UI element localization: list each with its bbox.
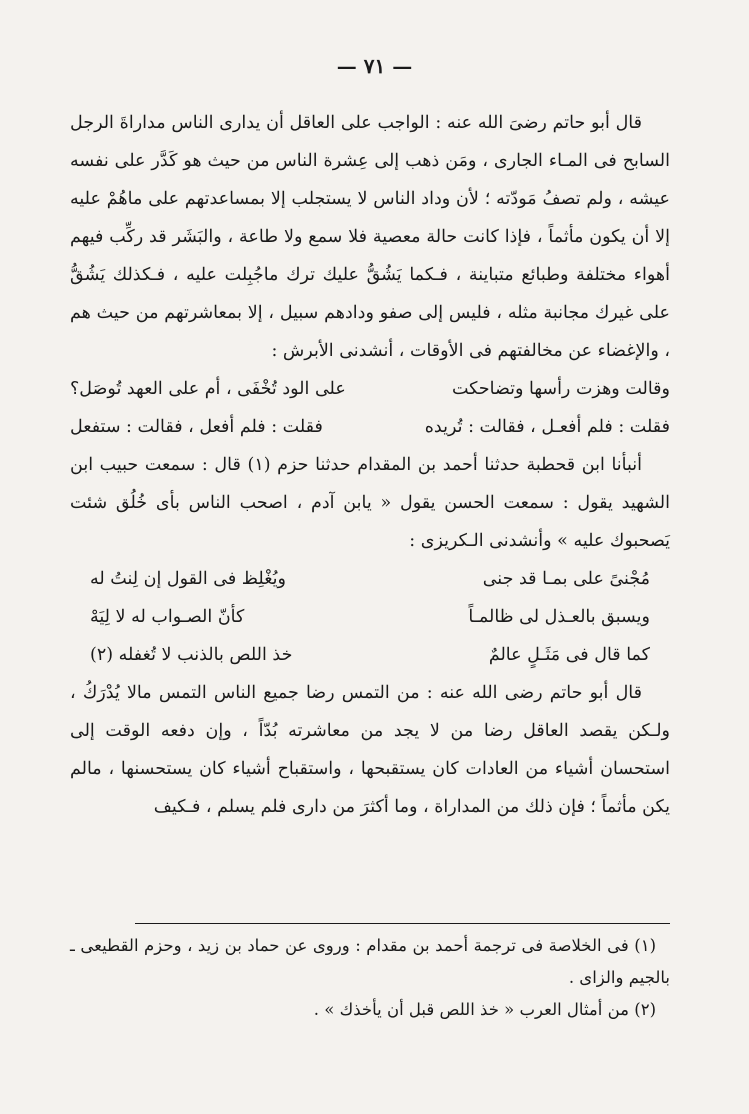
verse-hemistich-right: مُجْنىً على بمـا قد جنى — [482, 569, 650, 589]
verse-hemistich-left: فقلت : فلم أفعل ، فقالت : ستفعل — [70, 417, 323, 437]
verse-hemistich-right: وقالت وهزت رأسها وتضاحكت — [451, 379, 670, 399]
verse-hemistich-left: خذ اللص بالذنب لا تُغفله (٢) — [90, 645, 293, 665]
footnote-divider — [135, 923, 670, 924]
verse-line-1 — [70, 370, 670, 408]
page-number: — ٧١ — — [336, 54, 413, 78]
verse-line-5 — [70, 636, 670, 674]
paragraph-1: قال أبو حاتم رضىَ الله عنه : الواجب على العاقل أن يدارى الناس مداراةَ الرجل السابح فى المـاء الجارى ، ومَن ذهب إلى عِشرة الناس من حيث هو كَدَّر على نفسه عيشه ، ولم تصفُ مَودّته ؛ لأن وداد الناس لا يستجلب إلا بمساعدتهم على ماهُمْ عليه إلا أن يكون مأثماً ، فإذا كانت حالة معصية فلا سمع ولا طاعة ، والبَشَر قد ركِّب فيهم أهواء مختلفة وطبائع متباينة ، فـكما يَشُقُّ عليك ترك ماجُبِلت عليه ، فـكذلك يَشُقُّ على غيرك مجانبة مثله ، فليس إلى صفو ودادهم سبيل ، إلا بمعاشرتهم من حيث هم ، والإغضاء عن مخالفتهم فى الأوقات ، أنشدنى الأبرش : — [70, 113, 670, 361]
footnotes — [70, 930, 670, 1026]
paragraph-2: أنبأنا ابن قحطبة حدثنا أحمد بن المقدام حدثنا حزم (١) قال : سمعت حبيب ابن الشهيد يقول : سمعت الحسن يقول « يابن آدم ، اصحب الناس بأى خُلُق شئت يَصحبوك عليه » وأنشدنى الـكريزى : — [70, 455, 670, 551]
verse-line-2 — [70, 408, 670, 446]
main-text — [70, 104, 670, 826]
paragraph-3: قال أبو حاتم رضى الله عنه : من التمس رضا جميع الناس التمس مالا يُدْرَكُ ، ولـكن يقصد العاقل رضا من لا يجد من معاشرته بُدّاً ، وإن دفعه الوقت إلى استحسان أشياء من العادات كان يستقبحها ، واستقباح أشياء كان يستحسنها ، مالم يكن مأثماً ؛ فإن ذلك من المداراة ، وما أكثرَ من دارى فلم يسلم ، فـكيف — [70, 683, 670, 817]
footnote-1: (١) فى الخلاصة فى ترجمة أحمد بن مقدام : وروى عن حماد بن زيد ، وحزم القطيعى ـ بالجيم والزاى . — [70, 936, 670, 987]
footnote-2: (٢) من أمثال العرب « خذ اللص قبل أن يأخذك » . — [313, 1000, 656, 1019]
verse-hemistich-left: ويُغْلِظ فى القول إن لِنتُ له — [90, 569, 286, 589]
verse-hemistich-left: على الود تُخْفَى ، أم على العهد تُوصَل؟ — [70, 379, 346, 399]
verse-hemistich-right: فقلت : فلم أفعـل ، فقالت : تُريده — [424, 417, 670, 437]
verse-hemistich-right: كما قال فى مَثَـلٍ عالمٌ — [488, 645, 650, 665]
verse-hemistich-right: ويسبق بالعـذل لى ظالمـاً — [468, 607, 650, 627]
verse-line-3 — [70, 560, 670, 598]
verse-hemistich-left: كأنّ الصـواب له لا لِيَهْ — [90, 607, 245, 627]
verse-line-4 — [70, 598, 670, 636]
